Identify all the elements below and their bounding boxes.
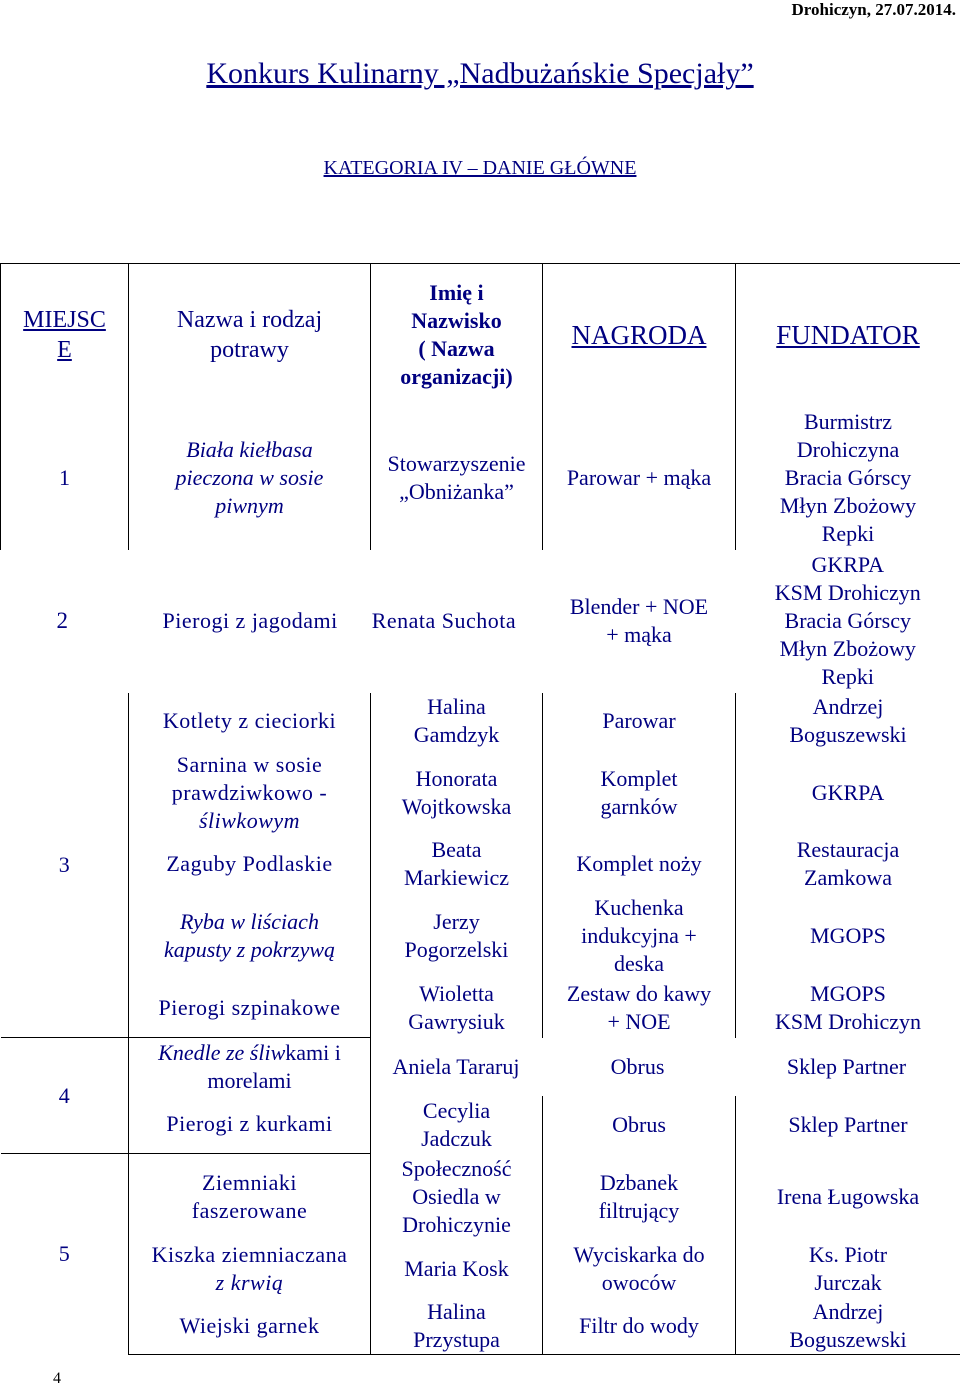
prize-cell xyxy=(543,1240,736,1298)
dish-line: pieczona w sosie xyxy=(176,465,324,490)
table-row xyxy=(1,979,960,1038)
sponsor-cell xyxy=(736,693,960,750)
column-header-place xyxy=(1,264,129,407)
sponsor-cell xyxy=(736,1298,960,1355)
name-line: Wioletta xyxy=(419,981,494,1006)
name-cell xyxy=(371,836,543,893)
name-cell xyxy=(371,1096,543,1154)
table-row xyxy=(1,1038,960,1096)
dish-cell: Pierogi z kurkami xyxy=(129,1096,371,1154)
results-table xyxy=(0,263,960,1355)
sponsor-cell xyxy=(736,407,960,550)
sponsor-cell xyxy=(736,550,960,693)
prize-cell xyxy=(543,979,736,1038)
dish-header-line2: potrawy xyxy=(210,337,289,363)
name-cell xyxy=(371,1298,543,1355)
name-line: Beata xyxy=(431,837,481,862)
name-cell: Renata Suchota xyxy=(372,608,516,633)
prize-cell: Parowar xyxy=(543,693,736,750)
name-line: Pogorzelski xyxy=(405,937,509,962)
sponsor-line: Bracia Górscy xyxy=(785,465,911,490)
table-row xyxy=(1,550,960,693)
sponsor-line: Burmistrz xyxy=(804,409,892,434)
dish-line: śliwkowym xyxy=(199,808,300,833)
dish-line: Sarnina w sosie xyxy=(177,752,323,777)
dish-header-line1: Nazwa i rodzaj xyxy=(177,307,322,333)
table-row xyxy=(1,750,960,836)
sponsor-line: Młyn Zbożowy xyxy=(780,493,916,518)
prize-line: + mąka xyxy=(606,622,672,647)
sponsor-line: Boguszewski xyxy=(789,1327,906,1352)
dish-line: Kiszka ziemniaczana xyxy=(152,1242,348,1267)
row4a-merged xyxy=(371,1038,960,1096)
name-cell xyxy=(371,979,543,1038)
name-cell xyxy=(371,1154,543,1240)
page-title: Konkurs Kulinarny „Nadbużańskie Specjały” xyxy=(0,57,960,91)
prize-line: Kuchenka xyxy=(594,895,683,920)
dish-line-rest: kami i xyxy=(285,1040,341,1065)
name-line: Przystupa xyxy=(413,1327,500,1352)
sponsor-line: GKRPA xyxy=(811,552,884,577)
dish-line: Biała kiełbasa xyxy=(186,437,312,462)
prize-line: Dzbanek xyxy=(600,1170,678,1195)
document-date: Drohiczyn, 27.07.2014. xyxy=(792,0,957,20)
prize-line: indukcyjna + xyxy=(581,923,697,948)
name-header-line2: Nazwisko xyxy=(411,308,501,333)
prize-cell: Filtr do wody xyxy=(543,1298,736,1355)
name-cell xyxy=(371,693,543,750)
name-line: Stowarzyszenie xyxy=(387,451,525,476)
place-cell: 1 xyxy=(1,407,129,550)
name-line: Markiewicz xyxy=(404,865,509,890)
dish-cell xyxy=(129,1154,371,1240)
name-cell: Aniela Tararuj xyxy=(371,1053,541,1081)
dish-cell: Zaguby Podlaskie xyxy=(129,836,371,893)
prize-cell xyxy=(543,550,736,693)
place-cell: 4 xyxy=(1,1038,129,1154)
table-row xyxy=(1,693,960,750)
dish-cell xyxy=(129,407,371,550)
prize-header: NAGRODA xyxy=(545,321,733,349)
prize-cell xyxy=(543,893,736,979)
sponsor-line: Ks. Piotr xyxy=(809,1242,887,1267)
sponsor-cell xyxy=(736,836,960,893)
sponsor-line: Bracia Górscy xyxy=(785,608,911,633)
name-line: Jadczuk xyxy=(421,1126,492,1151)
sponsor-line: Andrzej xyxy=(813,1299,884,1324)
place-cell: 5 xyxy=(1,1154,129,1355)
dish-cell xyxy=(129,1240,371,1298)
category-heading: KATEGORIA IV – DANIE GŁÓWNE xyxy=(0,157,960,180)
name-line: Jerzy xyxy=(433,909,479,934)
name-header-line1: Imię i xyxy=(429,280,483,305)
column-header-sponsor xyxy=(736,264,960,407)
name-line: Osiedla w xyxy=(412,1184,501,1209)
prize-line: owoców xyxy=(602,1270,677,1295)
name-line: Halina xyxy=(427,694,486,719)
prize-line: Wyciskarka do xyxy=(573,1242,704,1267)
name-header-line3: ( Nazwa xyxy=(418,336,494,361)
sponsor-line: Jurczak xyxy=(814,1270,881,1295)
sponsor-cell: Sklep Partner xyxy=(736,1096,960,1154)
sponsor-cell: Irena Ługowska xyxy=(736,1154,960,1240)
dish-line-italic: Knedle ze śliw xyxy=(158,1040,285,1065)
sponsor-line: KSM Drohiczyn xyxy=(775,580,921,605)
dish-cell: Pierogi z jagodami xyxy=(163,608,338,633)
prize-cell: Parowar + mąka xyxy=(543,407,736,550)
sponsor-cell xyxy=(736,979,960,1038)
name-line: Halina xyxy=(427,1299,486,1324)
prize-line: deska xyxy=(614,951,664,976)
sponsor-line: KSM Drohiczyn xyxy=(775,1009,921,1034)
prize-cell xyxy=(543,1154,736,1240)
name-cell xyxy=(371,750,543,836)
dish-line: z krwią xyxy=(216,1270,284,1295)
column-header-name xyxy=(371,264,543,407)
table-row xyxy=(1,836,960,893)
dish-line: Ziemniaki xyxy=(202,1170,297,1195)
column-header-prize xyxy=(543,264,736,407)
dish-line: piwnym xyxy=(215,493,283,518)
name-line: Cecylia xyxy=(423,1098,490,1123)
name-cell xyxy=(371,407,543,550)
table-row xyxy=(1,1096,960,1154)
name-line: „Obniżanka” xyxy=(399,479,514,504)
name-line: Wojtkowska xyxy=(402,794,511,819)
sponsor-line: Drohiczyna xyxy=(797,437,900,462)
prize-cell xyxy=(543,750,736,836)
prize-line: garnków xyxy=(601,794,678,819)
table-row xyxy=(1,893,960,979)
name-cell xyxy=(371,893,543,979)
prize-line: Blender + NOE xyxy=(570,594,708,619)
place-header-line2: E xyxy=(57,337,72,363)
prize-line: + NOE xyxy=(607,1009,670,1034)
sponsor-line: MGOPS xyxy=(810,981,886,1006)
dish-line: kapusty z pokrzywą xyxy=(164,937,335,962)
table-header-row xyxy=(1,264,960,407)
table-row xyxy=(1,407,960,550)
sponsor-line: Andrzej xyxy=(813,694,884,719)
sponsor-cell: Sklep Partner xyxy=(734,1053,959,1081)
dish-line: morelami xyxy=(207,1068,291,1093)
dish-line: Ryba w liściach xyxy=(180,909,319,934)
dish-line: faszerowane xyxy=(192,1198,307,1223)
sponsor-cell xyxy=(736,1240,960,1298)
prize-cell: Obrus xyxy=(541,1053,734,1081)
name-line: Gamdzyk xyxy=(414,722,500,747)
sponsor-header: FUNDATOR xyxy=(738,321,958,349)
row2-merged-cell xyxy=(1,550,543,693)
page-number: 4 xyxy=(53,1370,61,1388)
name-line: Drohiczynie xyxy=(402,1212,511,1237)
place-cell: 3 xyxy=(1,693,129,1038)
dish-cell: Kotlety z cieciorki xyxy=(129,693,371,750)
prize-line: Komplet xyxy=(601,766,678,791)
prize-cell: Komplet noży xyxy=(543,836,736,893)
sponsor-line: Repki xyxy=(821,664,874,689)
table-row xyxy=(1,1298,960,1355)
dish-cell xyxy=(129,893,371,979)
dish-cell: Pierogi szpinakowe xyxy=(129,979,371,1038)
name-header-line4: organizacji) xyxy=(400,364,512,389)
sponsor-line: Boguszewski xyxy=(789,722,906,747)
dish-cell: Wiejski garnek xyxy=(129,1298,371,1355)
place-cell: 2 xyxy=(57,608,69,633)
table-row xyxy=(1,1154,960,1240)
sponsor-line: Młyn Zbożowy xyxy=(780,636,916,661)
table-row xyxy=(1,1240,960,1298)
name-line: Gawrysiuk xyxy=(408,1009,505,1034)
dish-line: prawdziwkowo - xyxy=(172,780,327,805)
sponsor-cell: GKRPA xyxy=(736,750,960,836)
sponsor-line: Restauracja xyxy=(797,837,900,862)
sponsor-line: Repki xyxy=(822,521,875,546)
sponsor-cell: MGOPS xyxy=(736,893,960,979)
prize-line: filtrujący xyxy=(599,1198,680,1223)
sponsor-line: Zamkowa xyxy=(804,865,892,890)
dish-cell xyxy=(129,1038,371,1096)
name-line: Honorata xyxy=(416,766,498,791)
prize-line: Zestaw do kawy xyxy=(567,981,711,1006)
place-header-line1: MIEJSC xyxy=(23,307,106,333)
column-header-dish xyxy=(129,264,371,407)
name-line: Społeczność xyxy=(402,1156,512,1181)
name-cell: Maria Kosk xyxy=(371,1240,543,1298)
dish-cell xyxy=(129,750,371,836)
prize-cell: Obrus xyxy=(543,1096,736,1154)
